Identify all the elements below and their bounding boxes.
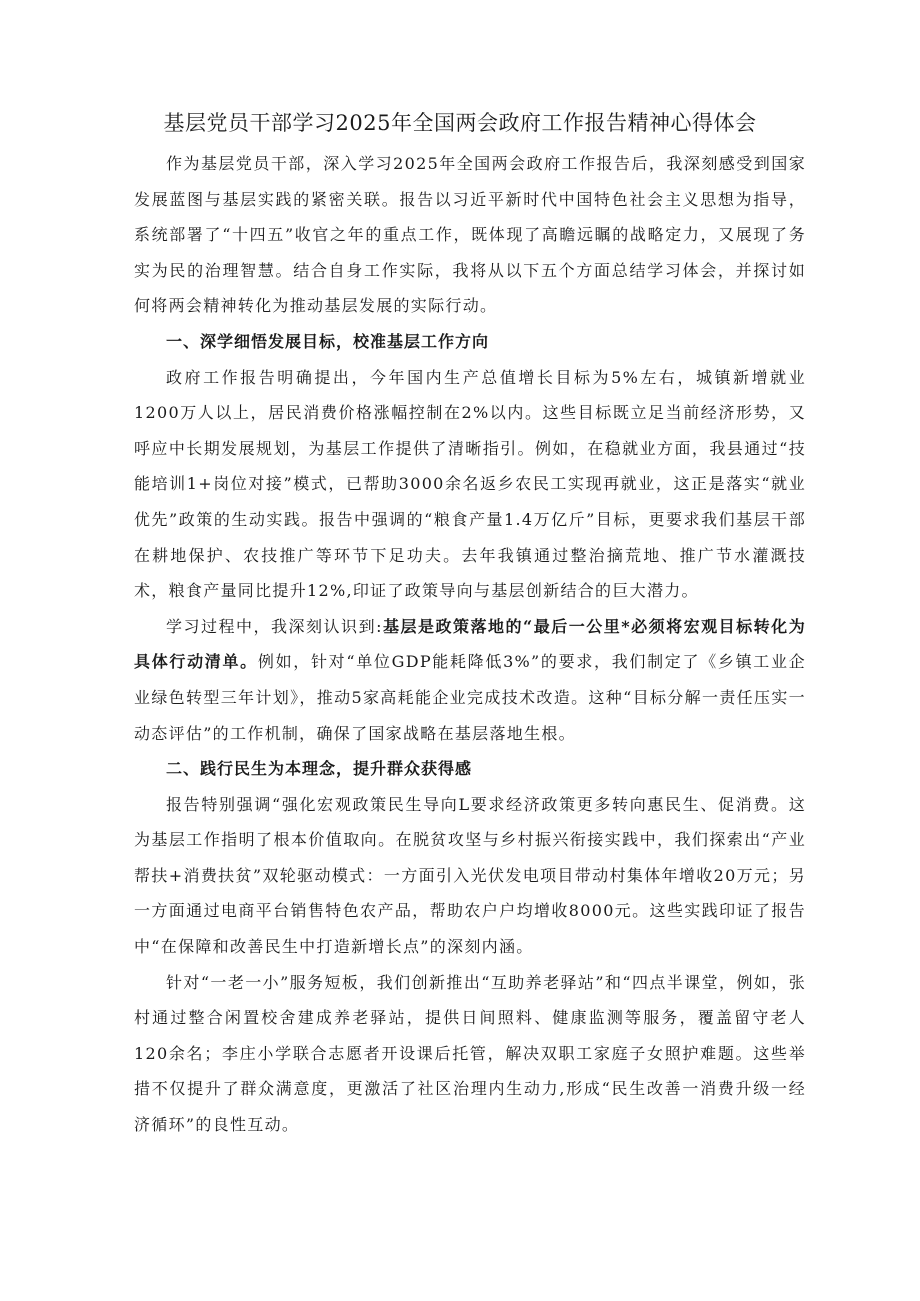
section-2-heading: 二、践行民生为本理念，提升群众获得感 (166, 759, 473, 779)
section-1-paragraph-2 (134, 609, 806, 751)
section-1-heading: 一、深学细悟发展目标，校准基层工作方向 (166, 331, 490, 351)
document-title: 基层党员干部学习2025年全国两会政府工作报告精神心得体会 (163, 111, 757, 135)
section-1-paragraph-1: 政府工作报告明确提出，今年国内生产总值增长目标为5%左右，城镇新增就业1200万人以上，居民消费价格涨幅控制在2%以内。这些目标既立足当前经济形势，又呼应中长期发展规划，为基层工作提供了清晰指引。例如，在稳就业方面，我县通过“技能培训1+岗位对接”模式，已帮助3000余名返乡农民工实现再就业，这正是落实“就业优先”政策的生动实践。报告中强调的“粮食产量1.4万亿斤”目标，更要求我们基层干部在耕地保护、农技推广等环节下足功夫。去年我镇通过整治摘荒地、推广节水灌溉技术，粮食产量同比提升12%,印证了政策导向与基层创新结合的巨大潜力。 (134, 367, 806, 601)
section-1-paragraph-2-rest: 例如，针对“单位GDP能耗降低3%”的要求，我们制定了《乡镇工业企业绿色转型三年计划》，推动5家高耗能企业完成技术改造。这种“目标分解一责任压实一动态评估”的工作机制，确保了国家战略在基层落地生根。 (134, 652, 806, 743)
intro-paragraph: 作为基层党员干部，深入学习2025年全国两会政府工作报告后，我深刻感受到国家发展蓝图与基层实践的紧密关联。报告以习近平新时代中国特色社会主义思想为指导，系统部署了“十四五”收官之年的重点工作，既体现了高瞻远瞩的战略定力，又展现了务实为民的治理智慧。结合自身工作实际，我将从以下五个方面总结学习体会，并探讨如何将两会精神转化为推动基层发展的实际行动。 (134, 154, 806, 316)
section-2-paragraph-1: 报告特别强调“强化宏观政策民生导向L要求经济政策更多转向惠民生、促消费。这为基层工作指明了根本价值取向。在脱贫攻坚与乡村振兴衔接实践中，我们探索出“产业帮扶+消费扶贫”双轮驱动模式：一方面引入光伏发电项目带动村集体年增收20万元；另一方面通过电商平台销售特色农产品，帮助农户户均增收8000元。这些实践印证了报告中“在保障和改善民生中打造新增长点”的深刻内涵。 (134, 794, 806, 957)
section-1-paragraph-2-lead: 学习过程中，我深刻认识到: (166, 616, 383, 636)
section-2-paragraph-2: 针对“一老一小”服务短板，我们创新推出“互助养老驿站”和“四点半课堂，例如，张村通过整合闲置校舍建成养老驿站，提供日间照料、健康监测等服务，覆盖留守老人120余名；李庄小学联合志愿者开设课后托管，解决双职工家庭子女照护难题。这些举措不仅提升了群众满意度，更激活了社区治理内生动力,形成“民生改善一消费升级一经济循环”的良性互动。 (134, 972, 806, 1135)
document-body (134, 146, 806, 1143)
section-1-paragraph-2-emphasis: 基层是政策落地的“最后一公里*必须将宏观目标转化为具体行动清单。 (134, 616, 806, 672)
